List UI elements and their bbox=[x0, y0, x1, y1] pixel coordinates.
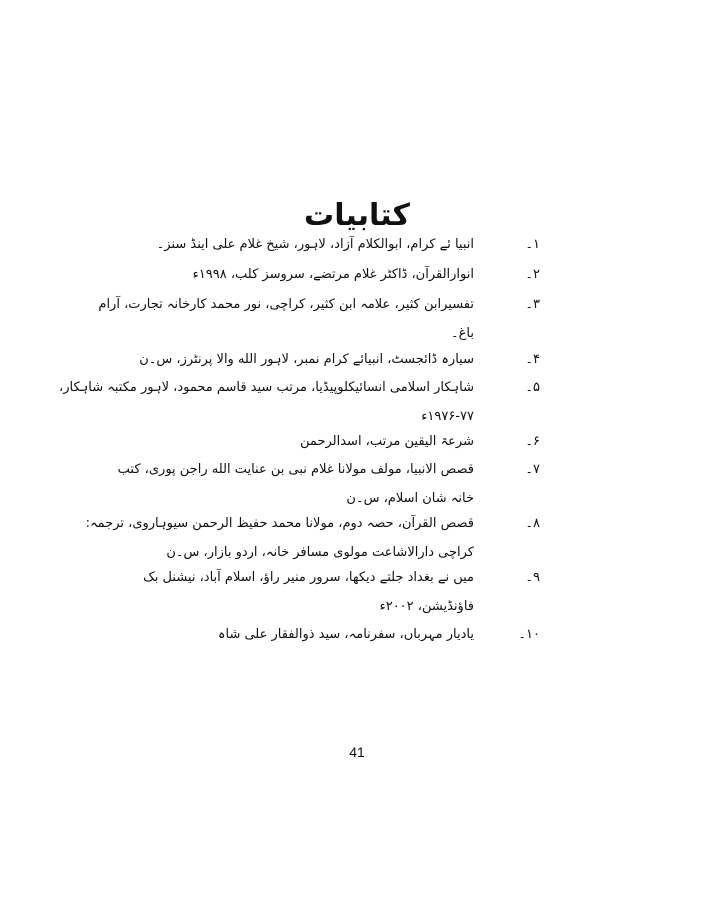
entry-number: ۲۔ bbox=[525, 267, 540, 282]
bibliography-entry bbox=[143, 563, 540, 621]
entry-number: ۷۔ bbox=[525, 462, 540, 477]
entry-text-line: ۱۹۷۶-۷۷ء bbox=[421, 409, 474, 424]
entry-text-line: باغ۔ bbox=[451, 326, 474, 341]
entry-text-line: انبیا ئے کرام، ابوالکلام آزاد، لاہور، شیخ غلام علی اینڈ سنز۔ bbox=[156, 237, 474, 252]
bibliography-entry bbox=[117, 455, 540, 513]
bibliography-entry bbox=[180, 620, 540, 649]
bibliography-entry bbox=[98, 290, 540, 348]
page-title: کتابیات bbox=[304, 198, 410, 233]
entry-number: ۴۔ bbox=[525, 352, 540, 367]
entry-text-line: شاہکار اسلامی انسائیکلوپیڈیا، مرتب سید قاسم محمود، لاہور مکتبہ شاہکار، bbox=[59, 380, 474, 395]
entry-text-line: شرعۃ الیقین مرتب، اسدالرحمن bbox=[300, 434, 474, 449]
bibliography-entry bbox=[180, 260, 540, 289]
entry-number: ۹۔ bbox=[525, 570, 540, 585]
entry-text-line: قصص الانبیا، مولف مولانا غلام نبی بن عنایت الله راجن پوری، کتب bbox=[117, 462, 474, 477]
bibliography-entry bbox=[180, 427, 540, 456]
bibliography-entry bbox=[59, 373, 540, 431]
entry-text-line: فاؤنڈیشن، ۲۰۰۲ء bbox=[379, 599, 474, 614]
bibliography-entry bbox=[139, 345, 540, 374]
entry-number: ۳۔ bbox=[525, 297, 540, 312]
entry-text-line: قصص القرآن، حصہ دوم، مولانا محمد حفیظ الرحمن سیوہاروی، ترجمہ: bbox=[85, 516, 474, 531]
entry-number: ۵۔ bbox=[525, 380, 540, 395]
entry-text-line: میں نے بغداد جلتے دیکھا، سرور منیر راؤ، اسلام آباد، نیشنل بک bbox=[143, 570, 474, 585]
entry-text-line: تفسیرابن کثیر، علامہ ابن کثیر، کراچی، نور محمد کارخانہ تجارت، آرام bbox=[98, 297, 474, 312]
entry-number: ۶۔ bbox=[525, 434, 540, 449]
entry-text-line: سیارہ ڈائجسٹ، انبیائے کرام نمبر، لاہور الله والا پرنٹرز، س۔ن bbox=[139, 352, 474, 367]
bibliography-entry bbox=[85, 509, 540, 567]
entry-number: ۱۰۔ bbox=[518, 627, 540, 642]
page-number: 41 bbox=[349, 744, 365, 760]
entry-number: ۸۔ bbox=[525, 516, 540, 531]
entry-text-line: انوارالقرآن، ڈاکٹر غلام مرتضے، سروسز کلب، ۱۹۹۸ء bbox=[192, 267, 474, 282]
entry-text-line: خانہ شان اسلام، س۔ن bbox=[346, 491, 474, 506]
entry-number: ۱۔ bbox=[525, 237, 540, 252]
bibliography-entry bbox=[156, 230, 540, 259]
entry-text-line: یادیار مہرباں، سفرنامہ، سید ذوالفقار علی شاہ bbox=[217, 627, 474, 642]
entry-text-line: کراچی دارالاشاعت مولوی مسافر خانہ، اردو بازار، س۔ن bbox=[166, 545, 474, 560]
